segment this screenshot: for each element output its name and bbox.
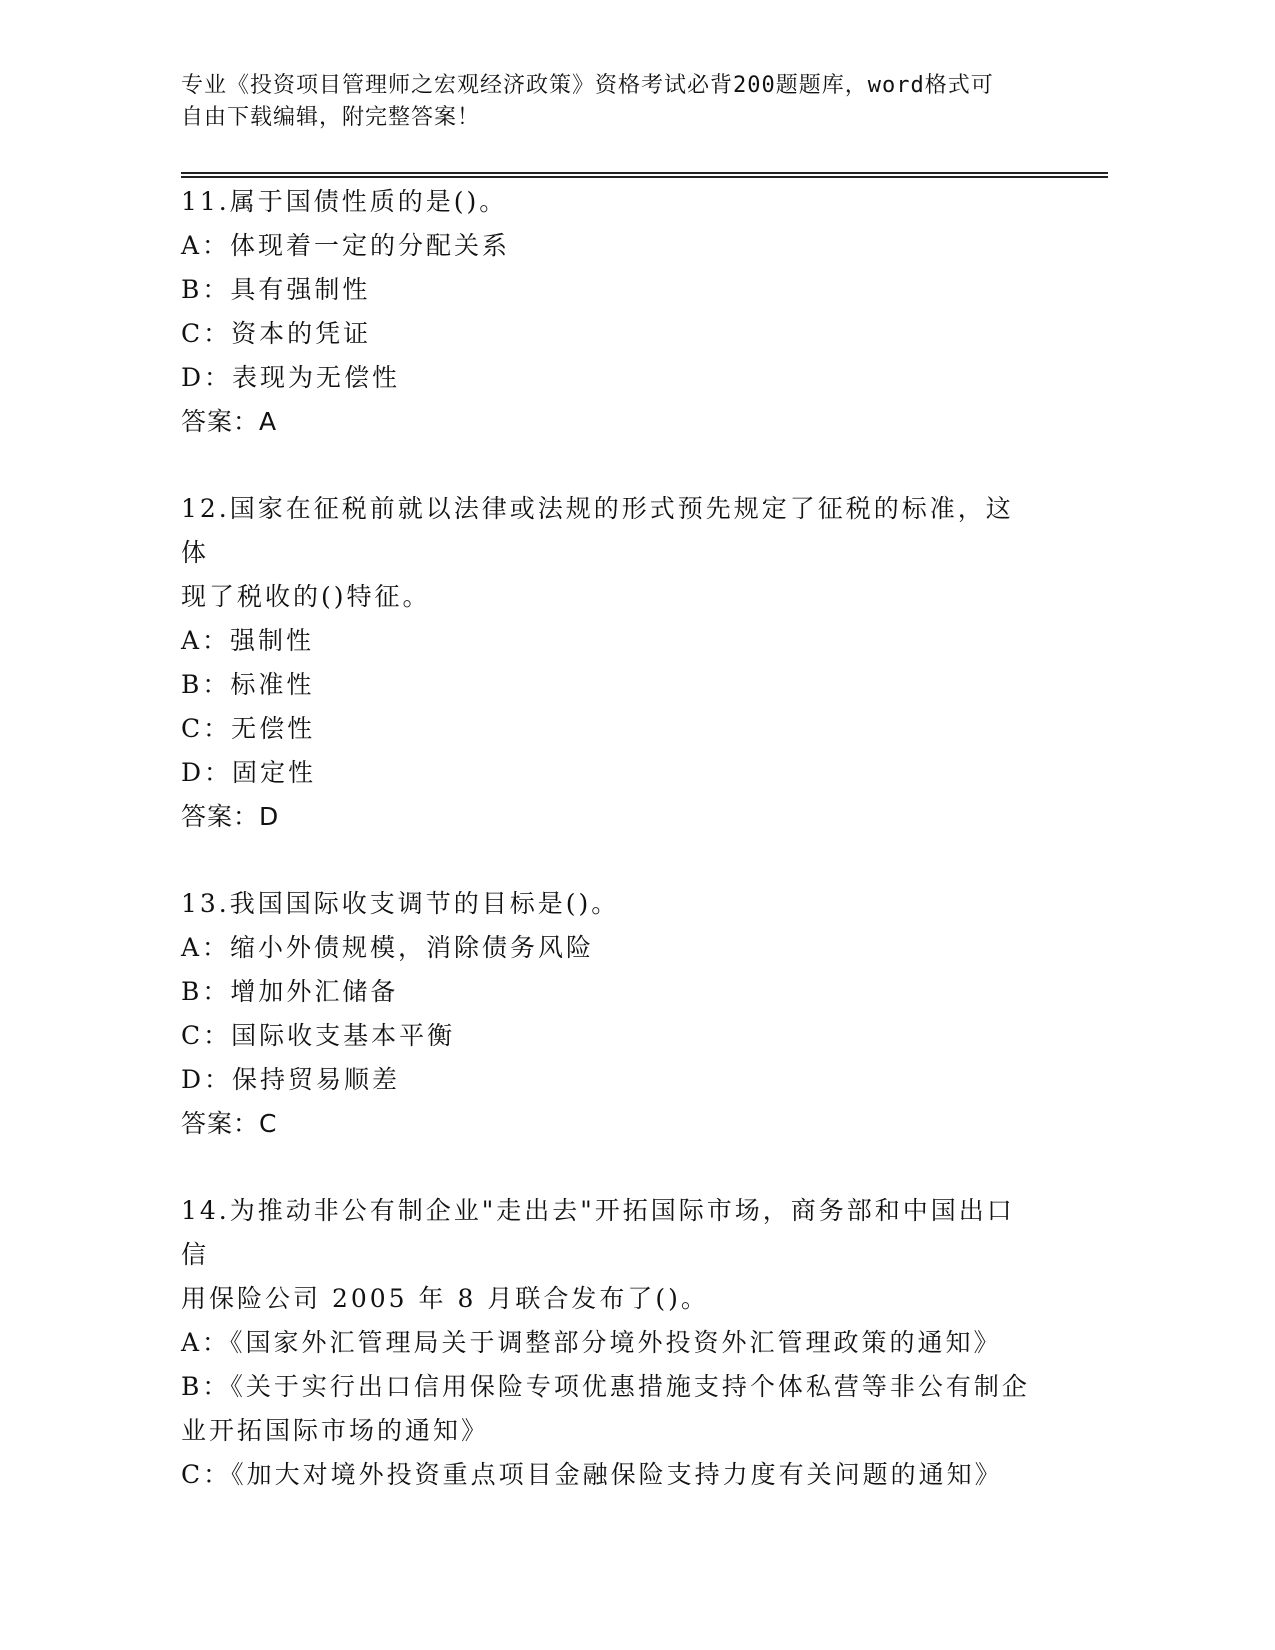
option-line: A：强制性 — [181, 626, 315, 655]
option-line: B：标准性 — [181, 670, 315, 699]
question-stem-line: 14.为推动非公有制企业"走出去"开拓国际市场，商务部和中国出口信 — [181, 1196, 1015, 1269]
option-b — [181, 663, 1041, 707]
question-list — [181, 180, 1041, 1540]
option-a — [181, 926, 1041, 970]
question-stem-line: 11.属于国债性质的是()。 — [181, 187, 508, 216]
option-line: 业开拓国际市场的通知》 — [181, 1416, 490, 1445]
option-line: A：体现着一定的分配关系 — [181, 231, 511, 260]
option-b — [181, 970, 1041, 1014]
option-line: C：国际收支基本平衡 — [181, 1021, 456, 1050]
option-line: C：无偿性 — [181, 714, 316, 743]
option-c — [181, 707, 1041, 751]
option-c — [181, 1453, 1041, 1497]
question-13 — [181, 882, 1041, 1146]
question-stem-line: 用保险公司 2005 年 8 月联合发布了()。 — [181, 1284, 709, 1313]
header-divider-bottom — [181, 176, 1108, 178]
option-a — [181, 619, 1041, 663]
option-d — [181, 1058, 1041, 1102]
option-line: C：《加大对境外投资重点项目金融保险支持力度有关问题的通知》 — [181, 1460, 1003, 1489]
question-stem-line: 现了税收的()特征。 — [181, 582, 431, 611]
question-stem — [181, 1189, 1041, 1321]
document-header — [181, 70, 1041, 134]
option-c — [181, 1014, 1041, 1058]
question-stem — [181, 487, 1041, 619]
option-a — [181, 1321, 1041, 1365]
option-a — [181, 224, 1041, 268]
option-line: D：表现为无偿性 — [181, 363, 401, 392]
option-line: B：《关于实行出口信用保险专项优惠措施支持个体私营等非公有制企 — [181, 1372, 1030, 1401]
question-stem — [181, 180, 1041, 224]
option-d — [181, 751, 1041, 795]
question-14 — [181, 1189, 1041, 1497]
option-line: D：固定性 — [181, 758, 317, 787]
option-c — [181, 312, 1041, 356]
option-line: C：资本的凭证 — [181, 319, 372, 348]
option-d — [181, 356, 1041, 400]
option-b — [181, 1365, 1041, 1453]
option-line: A：缩小外债规模，消除债务风险 — [181, 933, 595, 962]
header-divider-top — [181, 172, 1108, 174]
answer-label: 答案：D — [181, 802, 280, 831]
question-12 — [181, 487, 1041, 839]
header-line-2: 自由下载编辑，附完整答案！ — [181, 105, 481, 130]
option-line: D：保持贸易顺差 — [181, 1065, 401, 1094]
question-stem-line: 12.国家在征税前就以法律或法规的形式预先规定了征税的标准，这体 — [181, 494, 1014, 567]
option-line: B：增加外汇储备 — [181, 977, 399, 1006]
header-line-1: 专业《投资项目管理师之宏观经济政策》资格考试必背200题题库，word格式可 — [181, 73, 994, 98]
answer-label: 答案：A — [181, 407, 278, 436]
question-stem-line: 13.我国国际收支调节的目标是()。 — [181, 889, 620, 918]
option-line: A：《国家外汇管理局关于调整部分境外投资外汇管理政策的通知》 — [181, 1328, 1002, 1357]
option-b — [181, 268, 1041, 312]
question-11 — [181, 180, 1041, 444]
answer-label: 答案：C — [181, 1109, 278, 1138]
option-line: B：具有强制性 — [181, 275, 371, 304]
question-stem — [181, 882, 1041, 926]
